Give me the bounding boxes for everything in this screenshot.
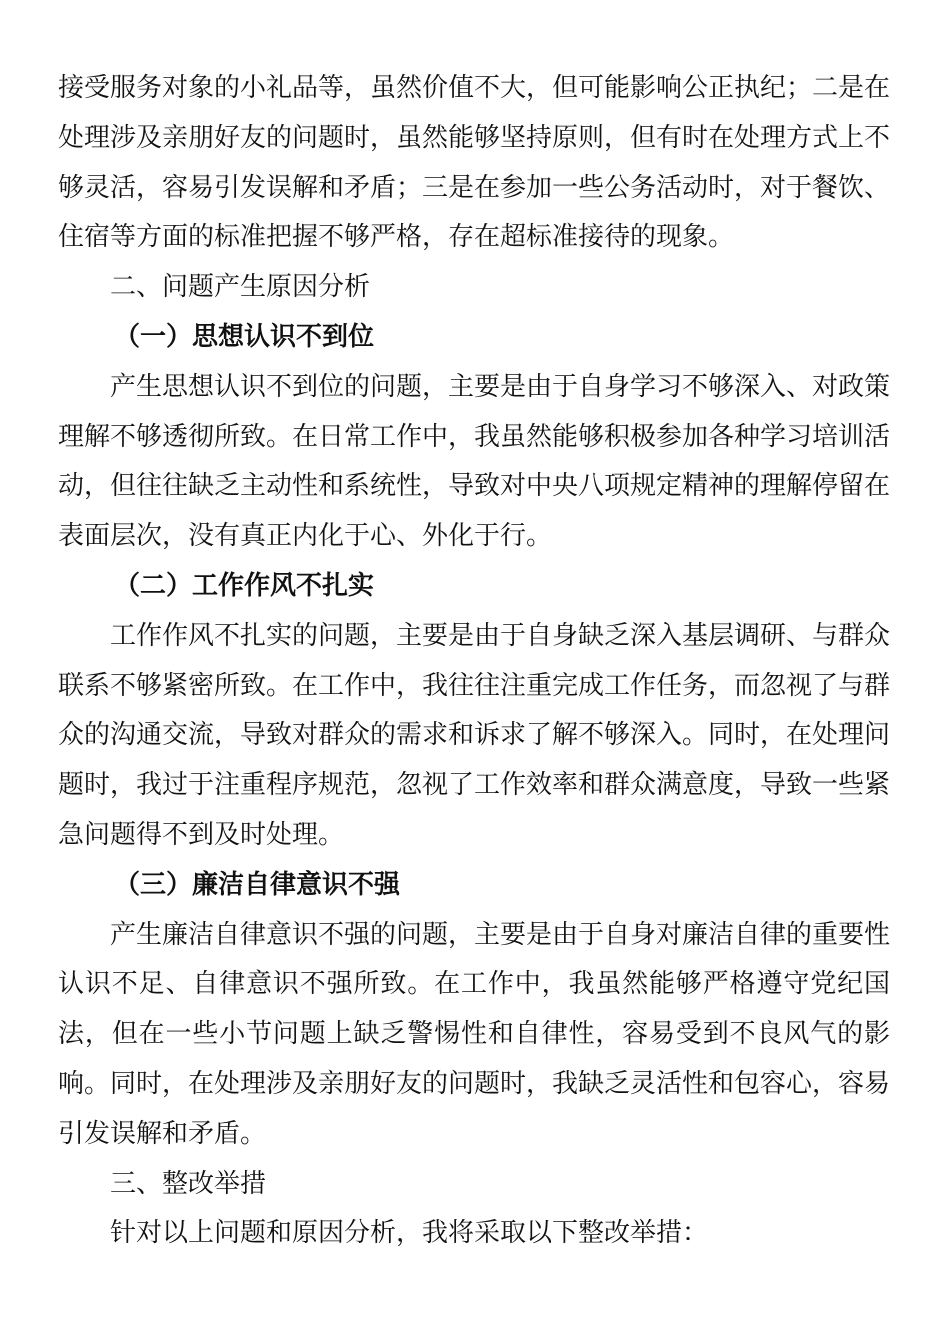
body-paragraph-integrity-awareness: 产生廉洁自律意识不强的问题，主要是由于自身对廉洁自律的重要性认识不足、自律意识不强所致。在工作中，我虽然能够严格遵守党纪国法，但在一些小节问题上缺乏警惕性和自律性，容易受到不良风气的影响。同时，在处理涉及亲朋好友的问题时，我缺乏灵活性和包容心，容易引发误解和矛盾。 [58, 919, 891, 1149]
subheading-integrity-awareness: （三）廉洁自律意识不强 [114, 869, 401, 900]
document-page [58, 64, 890, 1259]
body-paragraph-work-style: 工作作风不扎实的问题，主要是由于自身缺乏深入基层调研、与群众联系不够紧密所致。在工作中，我往往注重完成工作任务，而忽视了与群众的沟通交流，导致对群众的需求和诉求了解不够深入。同时，在处理问题时，我过于注重程序规范，忽视了工作效率和群众满意度，导致一些紧急问题得不到及时处理。 [58, 620, 891, 850]
subheading-work-style: （二）工作作风不扎实 [114, 570, 375, 601]
body-paragraph-continued: 接受服务对象的小礼品等，虽然价值不大，但可能影响公正执纪；二是在处理涉及亲朋好友的问题时，虽然能够坚持原则，但有时在处理方式上不够灵活，容易引发误解和矛盾；三是在参加一些公务活动时，对于餐饮、住宿等方面的标准把握不够严格，存在超标准接待的现象。 [58, 73, 891, 253]
body-paragraph-measures-intro: 针对以上问题和原因分析，我将采取以下整改举措： [110, 1218, 709, 1249]
subheading-ideological-awareness: （一）思想认识不到位 [114, 321, 375, 352]
section-heading-cause-analysis: 二、问题产生原因分析 [110, 272, 371, 303]
section-heading-rectification-measures: 三、整改举措 [110, 1168, 267, 1199]
body-paragraph-ideological-awareness: 产生思想认识不到位的问题，主要是由于自身学习不够深入、对政策理解不够透彻所致。在日常工作中，我虽然能够积极参加各种学习培训活动，但往往缺乏主动性和系统性，导致对中央八项规定精神的理解停留在表面层次，没有真正内化于心、外化于行。 [58, 371, 891, 552]
